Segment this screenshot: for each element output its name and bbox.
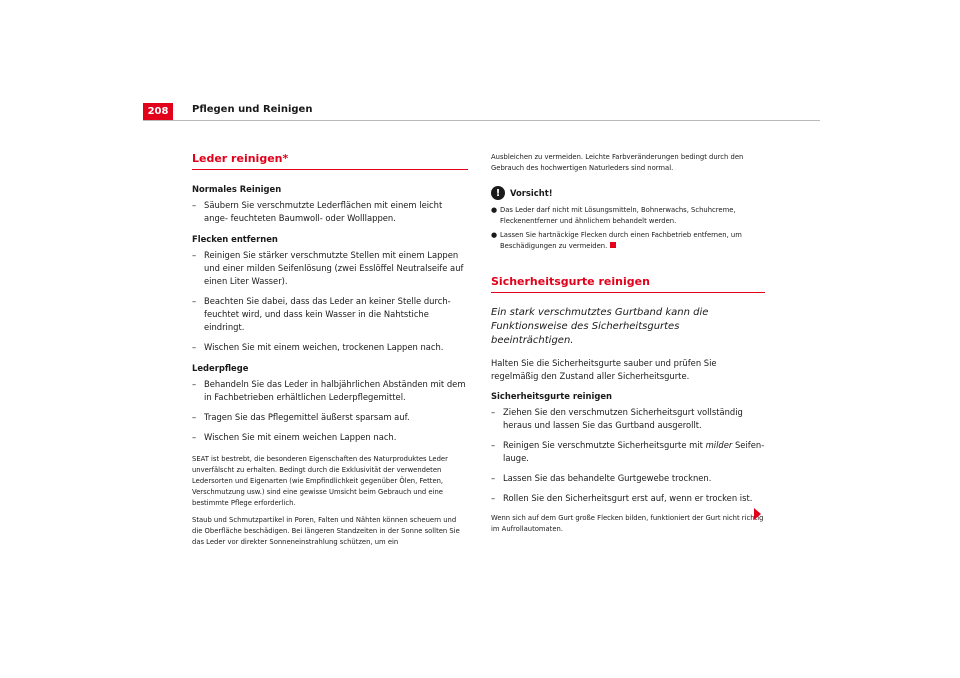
- list-item: [192, 411, 468, 424]
- dash-mark: –: [491, 493, 496, 503]
- list-item: [491, 472, 765, 485]
- running-header: Pflegen und Reinigen: [192, 104, 313, 115]
- bullet-dot: ●: [491, 231, 498, 239]
- list-item-text: Seifen- lauge.: [503, 440, 765, 463]
- section-rule: [192, 169, 468, 170]
- bullet-dot: ●: [491, 206, 498, 214]
- note-paragraph: Staub und Schmutzpartikel in Poren, Falten und Nähten können scheuern und die Oberfläche beschädigen. Bei längeren Standzeiten in der Sonne sollten Sie das Leder vor direkter Sonneneinstrahlung schützen, um ein: [192, 516, 460, 546]
- subheading-stains: Flecken entfernen: [192, 234, 278, 244]
- warning-item: [491, 230, 765, 252]
- list-item: [192, 341, 468, 354]
- list-item: [491, 492, 765, 505]
- section-title-seatbelts: Sicherheitsgurte reinigen: [491, 275, 650, 288]
- end-of-section-mark: [610, 242, 616, 248]
- dash-mark: –: [491, 440, 496, 450]
- dash-mark: –: [192, 379, 197, 389]
- list-item-text: Behandeln Sie das Leder in halbjährlichen Abständen mit dem in Fachbetrieben erhältlichen Lederpflegemittel.: [204, 379, 466, 402]
- list-item: [491, 406, 765, 432]
- list-item: [491, 439, 765, 465]
- list-item: [192, 249, 468, 288]
- list-item-text: Säubern Sie verschmutzte Lederflächen mit einem leicht ange- feuchteten Baumwoll- oder Wolllappen.: [204, 200, 443, 223]
- list-item-text: Tragen Sie das Pflegemittel äußerst sparsam auf.: [204, 412, 410, 422]
- warning-header: [491, 186, 765, 200]
- list-item-text: Wischen Sie mit einem weichen, trockenen Lappen nach.: [204, 342, 444, 352]
- warning-title: Vorsicht!: [510, 188, 553, 198]
- continued-paragraph: Ausbleichen zu vermeiden. Leichte Farbveränderungen bedingt durch den Gebrauch des hochwertigen Naturleders sind normal.: [491, 153, 744, 172]
- subheading-belt-cleaning: Sicherheitsgurte reinigen: [491, 391, 612, 401]
- dash-mark: –: [192, 250, 197, 260]
- list-item-text: Reinigen Sie verschmutzte Sicherheitsgurte mit: [503, 440, 703, 450]
- warning-item: [491, 205, 765, 227]
- section-rule: [491, 292, 765, 293]
- list-item: [192, 295, 468, 334]
- dash-mark: –: [491, 473, 496, 483]
- note-paragraph: SEAT ist bestrebt, die besonderen Eigenschaften des Naturproduktes Leder unverfälscht zu erhalten. Bedingt durch die Exklusivität der verwendeten Ledersorten und Eigenarten (wie Empfindlichkeit gegenüber Ölen, Fetten, Verschmutzung usw.) sind eine gewisse Umsicht beim Gebrauch und eine bestimmte Pflege erforderlich.: [192, 455, 448, 507]
- list-item-text: Ziehen Sie den verschmutzen Sicherheitsgurt vollständig heraus und lassen Sie das Gurtband ausgerollt.: [503, 407, 743, 430]
- intro-paragraph: Halten Sie die Sicherheitsgurte sauber und prüfen Sie regelmäßig den Zustand aller Sicherheitsgurte.: [491, 358, 717, 381]
- lead-text: Ein stark verschmutztes Gurtband kann die Funktionsweise des Sicherheitsgurtes beeinträchtigen.: [491, 307, 709, 346]
- dash-mark: –: [192, 412, 197, 422]
- list-item: [192, 431, 468, 444]
- warning-text: Das Leder darf nicht mit Lösungsmitteln, Bohnerwachs, Schuhcreme, Fleckenentferner und ähnlichem behandelt werden.: [500, 206, 736, 225]
- dash-mark: –: [491, 407, 496, 417]
- list-item-text: Rollen Sie den Sicherheitsgurt erst auf, wenn er trocken ist.: [503, 493, 753, 503]
- emphasis-mild: milder: [705, 440, 733, 450]
- note-paragraph: Wenn sich auf dem Gurt große Flecken bilden, funktioniert der Gurt nicht richtig im Aufrollautomaten.: [491, 514, 764, 533]
- subheading-normal-cleaning: Normales Reinigen: [192, 184, 282, 194]
- list-item-text: Reinigen Sie stärker verschmutzte Stellen mit einem Lappen und einer milden Seifenlösung (zwei Esslöffel Neutralseife auf einen Liter Wasser).: [204, 250, 464, 286]
- page-number: 208: [143, 103, 173, 120]
- right-column: [491, 152, 765, 541]
- subheading-leather-care: Lederpflege: [192, 363, 249, 373]
- section-title-leather: Leder reinigen*: [192, 152, 289, 165]
- list-item-text: Wischen Sie mit einem weichen Lappen nach.: [204, 432, 397, 442]
- dash-mark: –: [192, 200, 197, 210]
- dash-mark: –: [192, 342, 197, 352]
- next-page-arrow-icon: [754, 508, 761, 520]
- list-item-text: Beachten Sie dabei, dass das Leder an keiner Stelle durch- feuchtet wird, und dass kein Wasser in die Nahtstiche eindringt.: [204, 296, 451, 332]
- dash-mark: –: [192, 432, 197, 442]
- warning-icon: !: [491, 186, 505, 200]
- left-column: [192, 152, 468, 554]
- list-item: [192, 199, 468, 225]
- dash-mark: –: [192, 296, 197, 306]
- header-rule: [143, 120, 820, 121]
- list-item-text: Lassen Sie das behandelte Gurtgewebe trocknen.: [503, 473, 712, 483]
- warning-text: Lassen Sie hartnäckige Flecken durch einen Fachbetrieb entfernen, um Beschädigungen zu vermeiden.: [500, 231, 742, 250]
- list-item: [192, 378, 468, 404]
